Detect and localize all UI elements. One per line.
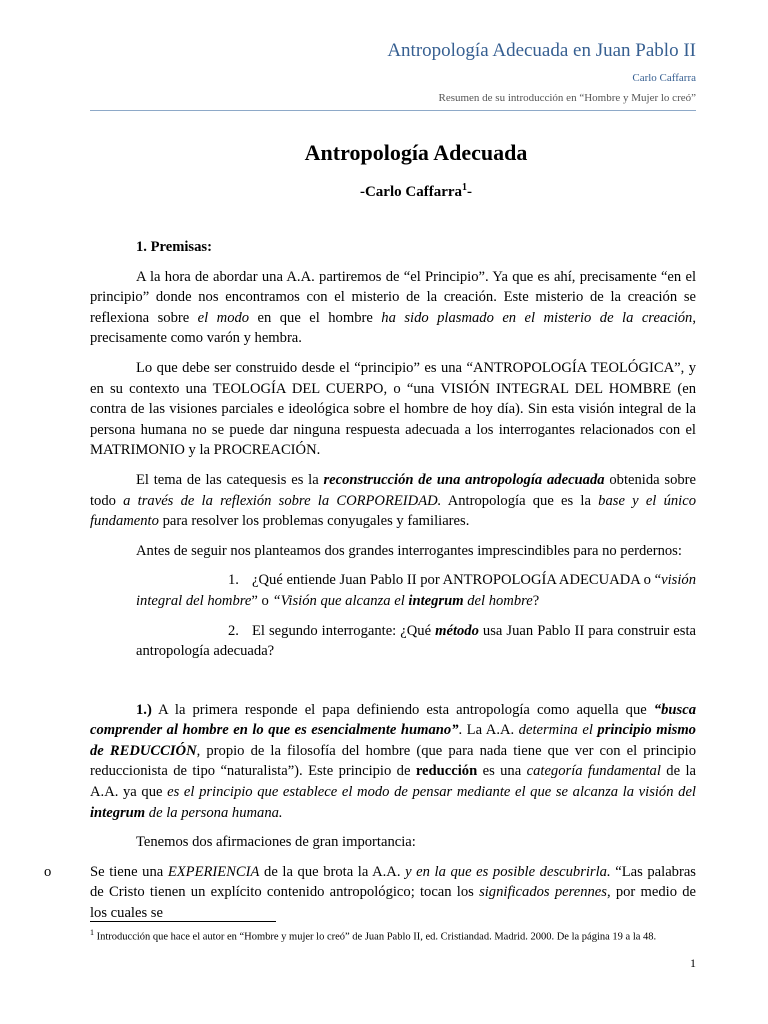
footnote-ref: 1 bbox=[462, 182, 468, 193]
running-header-author: Carlo Caffarra bbox=[632, 72, 696, 84]
question-item-2: 2. El segundo interrogante: ¿Qué método usa Juan Pablo II para construir esta antropología adecuada? bbox=[136, 622, 696, 660]
author-name: -Carlo Caffarra bbox=[359, 184, 463, 200]
paragraph-premisas-3: El tema de las catequesis es la reconstrucción de una antropología adecuada obtenida sobre todo a través de la reflexión sobre la CORPOREIDAD. Antropología que es la base y el único fundamento para resolver los problemas conyugales y familiares. bbox=[90, 471, 697, 530]
list-number: 2. bbox=[228, 622, 239, 639]
paragraph-premisas-1: A la hora de abordar una A.A. partiremos de “el Principio”. Ya que es ahí, precisamente “en el principio” donde nos encontramos con el misterio de la creación. Este misterio de la creación se reflexiona sobre el modo en que el hombre ha sido plasmado en el misterio de la creación, precisamente como varón y hembra. bbox=[90, 268, 697, 347]
document-body bbox=[44, 237, 697, 933]
page-number: 1 bbox=[690, 956, 696, 970]
footnote-separator bbox=[90, 921, 276, 922]
running-header-title: Antropología Adecuada en Juan Pablo II bbox=[387, 40, 696, 61]
running-header-subtitle: Resumen de su introducción en “Hombre y Mujer lo creó” bbox=[438, 92, 696, 104]
list-number: 1. bbox=[228, 572, 239, 589]
bullet-item-1: o Se tiene una EXPERIENCIA de la que brota la A.A. y en la que es posible descubrirla. “Las palabras de Cristo tienen un explícito contenido antropológico; tocan los significados perennes, por medio de los cuales se bbox=[90, 862, 696, 924]
bullet-marker: o bbox=[44, 863, 52, 880]
header-divider bbox=[90, 110, 696, 111]
paragraph-premisas-2: Lo que debe ser construido desde el “principio” es una “ANTROPOLOGÍA TEOLÓGICA”, y en su contexto una TEOLOGÍA DEL CUERPO, o “una VISIÓN INTEGRAL DEL HOMBRE (en contra de las visiones parciales e ideológica sobre el hombre de hoy día). Sin esta visión integral de la persona humana no se puede dar ninguna respuesta adecuada a los interrogantes relacionados con el MATRIMONIO y la PROCREACIÓN. bbox=[90, 359, 696, 459]
paragraph-answer-1: 1.) A la primera responde el papa definiendo esta antropología como aquella que “busca comprender al hombre en lo que es esencialmente humano”. La A.A. determina el principio mismo de REDUCCIÓN, propio de la filosofía del hombre (que para nada tiene que ver con el principio reduccionista de tipo “naturalista”). Este principio de reducción es una categoría fundamental de la A.A. ya que es el principio que establece el modo de pensar mediante el que se alcanza la visión del integrum de la persona humana. bbox=[90, 701, 696, 821]
document-title: Antropología Adecuada bbox=[304, 140, 528, 165]
footnote: $^1$ Introducción que hace el autor en “Hombre y mujer lo creó” de Juan Pablo II, ed. Cristiandad. Madrid. 2000. De la página 19 a la 48. bbox=[90, 928, 657, 943]
paragraph-afirmaciones: Tenemos dos afirmaciones de gran importancia: bbox=[136, 834, 416, 851]
document-author bbox=[0, 182, 768, 201]
author-dash: - bbox=[467, 184, 473, 200]
paragraph-premisas-4: Antes de seguir nos planteamos dos grandes interrogantes imprescindibles para no perdernos: bbox=[136, 542, 682, 559]
footnote-number: 1 bbox=[90, 928, 94, 937]
section-heading: 1. Premisas: bbox=[136, 239, 212, 255]
question-item-1: 1. ¿Qué entiende Juan Pablo II por ANTROPOLOGÍA ADECUADA o “visión integral del hombre” o “Visión que alcanza el integrum del hombre? bbox=[136, 572, 696, 609]
